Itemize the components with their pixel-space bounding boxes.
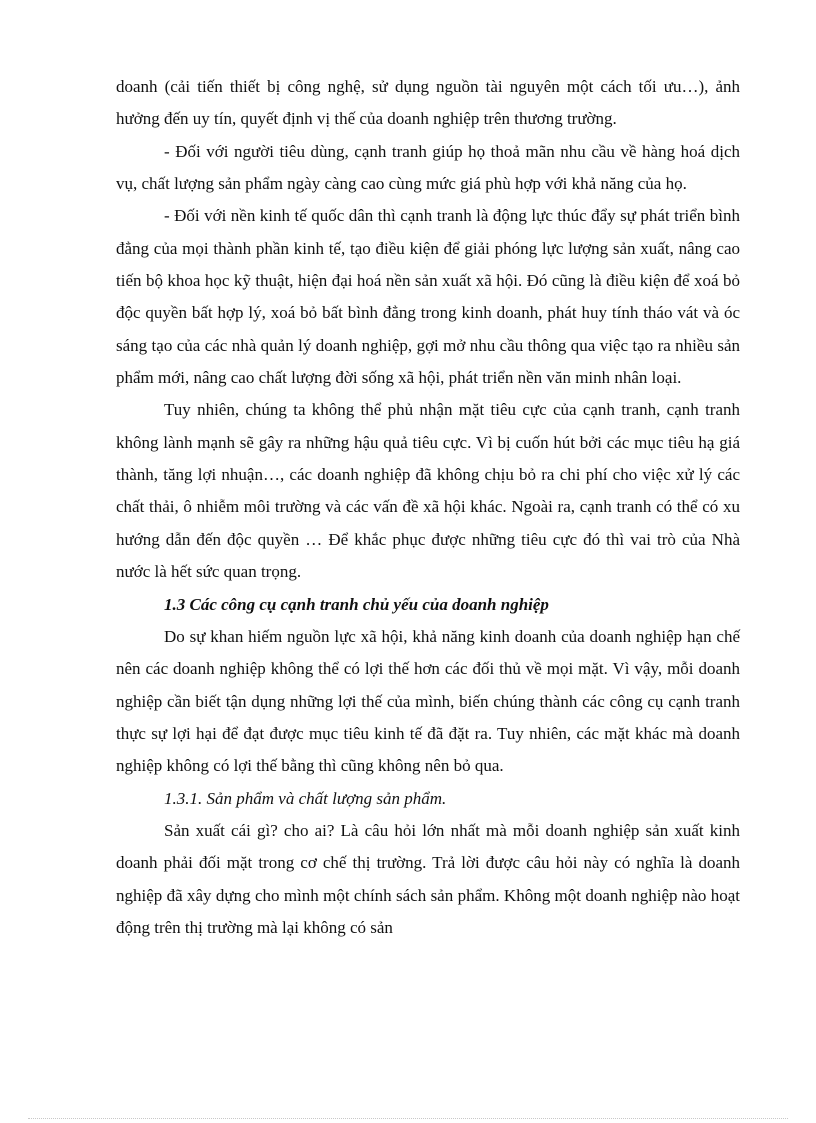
paragraph-continuation: doanh (cải tiến thiết bị công nghệ, sử dụng nguồn tài nguyên một cách tối ưu…), ảnh hưởng đến uy tín, quyết định vị thế của doanh nghiệp trên thương trường. (116, 77, 740, 129)
subsection-heading-1-3-1: 1.3.1. Sản phẩm và chất lượng sản phẩm. (164, 788, 447, 808)
section-heading-1-3: 1.3 Các công cụ cạnh tranh chủ yếu của doanh nghiệp (164, 594, 549, 614)
page-bottom-divider (28, 1118, 788, 1119)
paragraph-national-economy: - Đối với nền kinh tế quốc dân thì cạnh tranh là động lực thúc đẩy sự phát triển bình đẳng của mọi thành phần kinh tế, tạo điều kiện để giải phóng lực lượng sản xuất, nâng cao tiến bộ khoa học kỹ thuật, hiện đại hoá nền sản xuất xã hội. Đó cũng là điều kiện để xoá bỏ độc quyền bất hợp lý, xoá bỏ bất bình đẳng trong kinh doanh, phát huy tính tháo vát và óc sáng tạo của các nhà quản lý doanh nghiệp, gợi mở nhu cầu thông qua việc tạo ra nhiều sản phẩm mới, nâng cao chất lượng đời sống xã hội, phát triển nền văn minh nhân loại. (116, 206, 740, 388)
paragraph-product-policy: Sản xuất cái gì? cho ai? Là câu hỏi lớn nhất mà mỗi doanh nghiệp sản xuất kinh doanh phải đối mặt trong cơ chế thị trường. Trả lời được câu hỏi này có nghĩa là doanh nghiệp đã xây dựng cho mình một chính sách sản phẩm. Không một doanh nghiệp nào hoạt động trên thị trường mà lại không có sản (116, 820, 740, 937)
document-body (116, 71, 740, 944)
paragraph-negative-aspects: Tuy nhiên, chúng ta không thể phủ nhận mặt tiêu cực của cạnh tranh, cạnh tranh không lành mạnh sẽ gây ra những hậu quả tiêu cực. Vì bị cuốn hút bởi các mục tiêu hạ giá thành, tăng lợi nhuận…, các doanh nghiệp đã không chịu bỏ ra chi phí cho việc xử lý các chất thải, ô nhiễm môi trường và các vấn đề xã hội khác. Ngoài ra, cạnh tranh có thể có xu hướng dẫn đến độc quyền … Để khắc phục được những tiêu cực đó thì vai trò của Nhà nước là hết sức quan trọng. (116, 400, 740, 582)
paragraph-scarcity: Do sự khan hiếm nguồn lực xã hội, khả năng kinh doanh của doanh nghiệp hạn chế nên các doanh nghiệp không thể có lợi thế hơn các đối thủ về mọi mặt. Vì vậy, mỗi doanh nghiệp cần biết tận dụng những lợi thế của mình, biến chúng thành các công cụ cạnh tranh thực sự lợi hại để đạt được mục tiêu kinh tế đã đặt ra. Tuy nhiên, các mặt khác mà doanh nghiệp không có lợi thế bằng thì cũng không nên bỏ qua. (116, 626, 740, 776)
paragraph-consumers: - Đối với người tiêu dùng, cạnh tranh giúp họ thoả mãn nhu cầu về hàng hoá dịch vụ, chất lượng sản phẩm ngày càng cao cùng mức giá phù hợp với khả năng của họ. (116, 141, 740, 194)
